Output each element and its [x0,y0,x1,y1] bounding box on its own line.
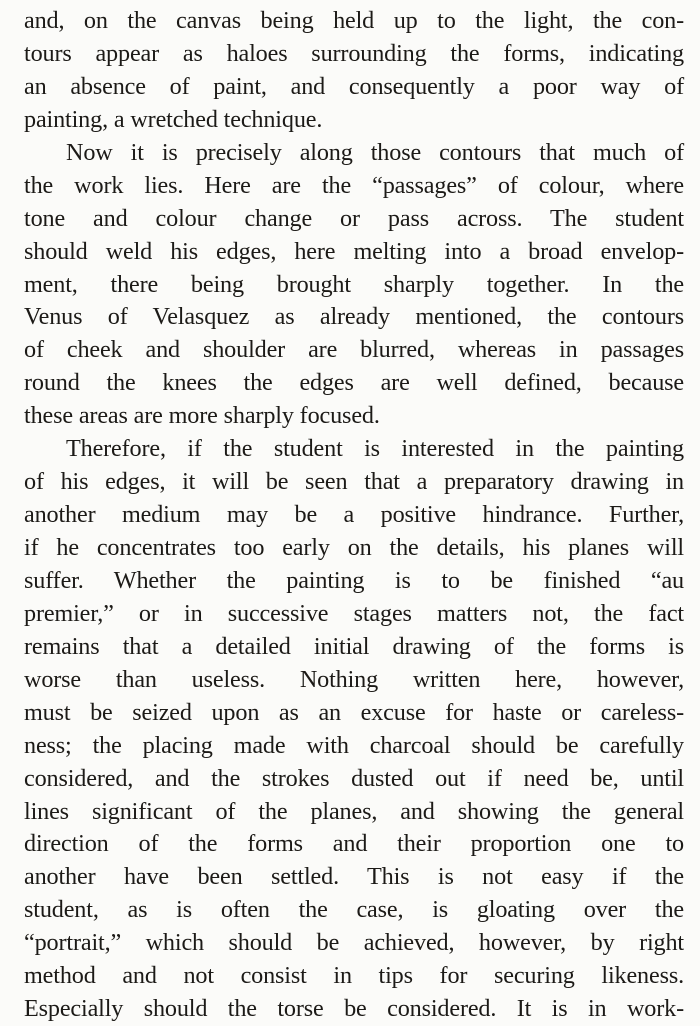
text-line: tours appear as haloes surrounding the forms, indicating [24,39,684,67]
text-line: remains that a detailed initial drawing of the forms is [24,632,684,660]
text-line: premier,” or in successive stages matters not, the fact [24,599,684,627]
text-line: ment, there being brought sharply together. In the [24,270,684,298]
text-line: the work lies. Here are the “passages” of colour, where [24,171,684,199]
text-line: another have been settled. This is not easy if the [24,863,684,891]
text-line: these areas are more sharply focused. [24,402,380,430]
text-line: an absence of paint, and consequently a poor way of [24,72,684,100]
text-line: suffer. Whether the painting is to be finished “au [24,566,684,594]
text-line: of his edges, it will be seen that a preparatory drawing in [24,468,684,496]
text-line: lines significant of the planes, and showing the general [24,797,684,825]
paragraph-3 [24,433,684,1026]
text-line: considered, and the strokes dusted out if need be, until [24,764,684,792]
text-line: tone and colour change or pass across. The student [24,204,684,232]
text-line: “portrait,” which should be achieved, however, by right [24,929,684,957]
text-line: Venus of Velasquez as already mentioned, the contours [24,303,684,331]
text-line: if he concentrates too early on the details, his planes will [24,534,684,561]
text-line: Now it is precisely along those contours that much of [66,138,684,166]
book-page [24,0,684,1026]
text-line: method and not consist in tips for securing likeness. [24,962,684,990]
text-line: Therefore, if the student is interested in the painting [66,435,684,463]
paragraph-1 [24,5,684,137]
text-line: direction of the forms and their proportion one to [24,830,684,858]
text-line: of cheek and shoulder are blurred, whereas in passages [24,336,684,364]
text-line: and, on the canvas being held up to the light, the con- [24,7,684,34]
text-line: another medium may be a positive hindrance. Further, [24,501,684,529]
paragraph-2 [24,137,684,433]
text-line: round the knees the edges are well defined, because [24,369,684,397]
text-line: ness; the placing made with charcoal should be carefully [24,731,684,759]
text-line: student, as is often the case, is gloating over the [24,896,684,924]
text-line: Especially should the torse be considered. It is in work- [24,995,684,1023]
text-line: should weld his edges, here melting into a broad envelop- [24,237,684,265]
text-line: painting, a wretched technique. [24,105,323,133]
text-line: must be seized upon as an excuse for haste or careless- [24,698,684,726]
text-line: worse than useless. Nothing written here, however, [24,665,684,693]
